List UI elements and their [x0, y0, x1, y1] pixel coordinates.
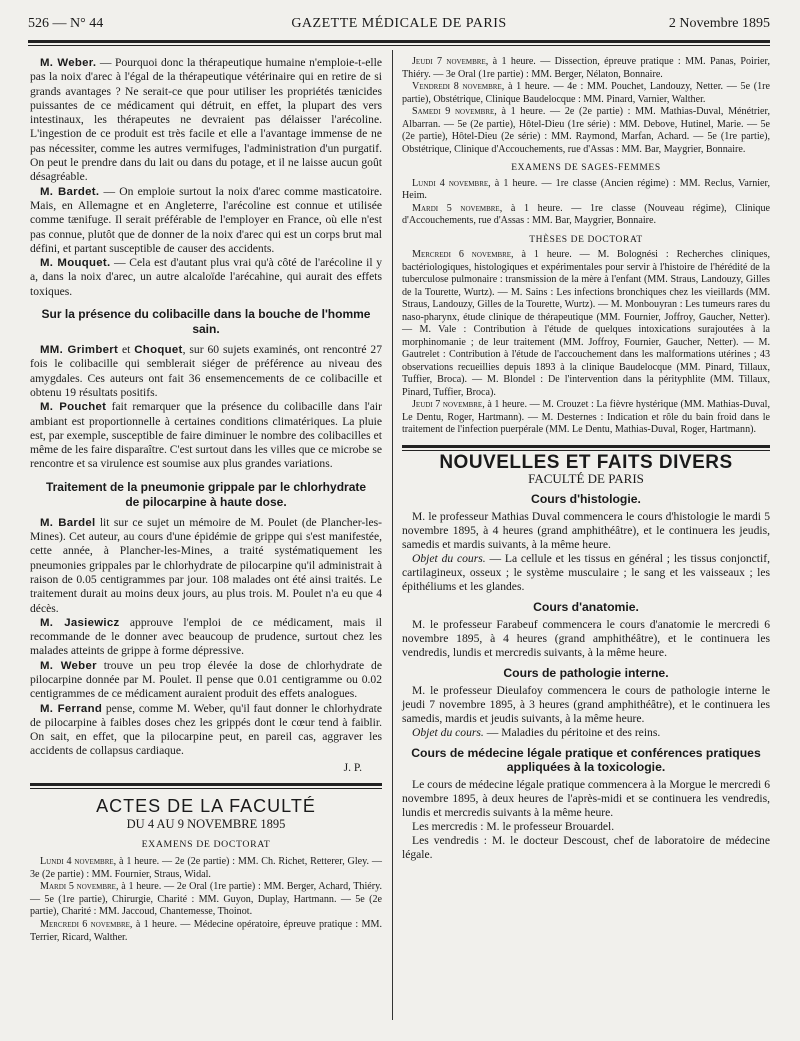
paragraph-bardel: M. Bardel lit sur ce sujet un mémoire de M. Poulet (de Plancher-les-Mines). Cet auteur, au cours d'une épidémie de grippe qui s'est manifestée, cette année, à Plancher-les-Mines, a traité systématiquement les pneumonies grippales par le chlorhydrate de pilocarpine qu'il administrait à raison de 0.05 centigrammes par jour. 108 malades ont été ainsi traités. Le traitement durait au moins deux jours, au plus trois. M. Poulet n'a eu que 4 décès. [30, 515, 382, 615]
course-objet-histologie: Objet du cours. — La cellule et les tissus en général ; les tissus conjonctif, cartilagineux, osseux ; le système musculaire ; le sang et les vaisseaux ; les épithéliums et les glandes. [402, 551, 771, 593]
signature: J. P. [343, 760, 362, 774]
page-number: 526 — N° 44 [28, 16, 104, 31]
speaker-name: M. Bardet. [40, 185, 100, 198]
theses-heading: THÈSES DE DOCTORAT [529, 234, 643, 245]
exam-entry-vendredi: Vendredi 8 novembre, à 1 heure. — 4e : MM. Pouchet, Landouzy, Netter. — 5e (1re partie), Obstétrique, Clinique Baudelocque : MM. Pinard, Varnier, Walther. [402, 81, 770, 105]
course-text-medecine-legale: Le cours de médecine légale pratique commencera à la Morgue le mercredi 6 novembre 1895, à deux heures de l'après-midi et se continuera les vendredis, lundis et mercredis suivants à la même heure. [402, 777, 770, 819]
theses-entry-mercredi: Mercredi 6 novembre, à 1 heure. — M. Bolognési : Recherches cliniques, bactériologiques, histologiques et expérimentales pour servir à l'histoire de l'hérédité de la tuberculose pulmonaire : transmission de la mère à l'enfant (MM. Straus, Landouzy, Gilles de la Tourette, Wurtz). — M. Sains : Les infections bronchiques chez les vieillards (MM. Straus, Landouzy, Gilles de la Tourette, Wurtz). — M. Monbouyran : Les tumeurs rares du naso-pharynx, étude clinique de thérapeutique (MM. Fournier, Joffroy, Gaucher, Netter). — M. Vale : Contribution à l'étude de quelques intoxications surajoutées à la morphinomanie ; de leur traitement (MM. Joffroy, Fournier, Gaucher, Netter). — M. Gautrelet : Contribution à l'étude de l'accouchement dans les malformations utérines ; 43 observations recueillies depuis 1893 à la clinique Baudelocque (MM. Pinard, Tillaux, Tuffier, Broca). — M. Blondel : De l'intervention dans la pérityphlite (MM. Tillaux, Pinard, Tuffier, Broca). [402, 249, 770, 398]
left-column [30, 56, 382, 944]
speaker-name: M. Mouquet. [40, 257, 111, 270]
course-title-medecine-legale: Cours de médecine légale pratique et conférences pratiques appliquées à la toxicologie. [411, 745, 761, 774]
course-text-anatomie: M. le professeur Farabeuf commencera le cours d'anatomie le mercredi 6 novembre 1895, à 4 heures (grand amphithéâtre), et le continuera les vendredis, lundis et mercredis suivants, à la même heure. [402, 617, 770, 659]
exam-entry-lundi: Lundi 4 novembre, à 1 heure. — 2e (2e partie) : MM. Ch. Richet, Retterer, Gley. — 3e (2e partie) : MM. Fournier, Straus, Widal. [30, 855, 382, 880]
faculte-heading: FACULTÉ DE PARIS [528, 471, 644, 486]
paragraph-weber: M. Weber. — Pourquoi donc la thérapeutique humaine n'emploie-t-elle pas la noix d'arec à l'égal de la thérapeutique vétérinaire qui en retire de si grands avantages ? Ne serait-ce que pour utiliser les propriétés tænicides puissantes de ce médicament qui détruit, en effet, la plupart des vers intestinaux, les thérapeutes ne devraient pas délaisser l'arécoline. L'ingestion de ce produit est très facile et elle a l'avantage immense de ne pas nécessiter, comme les autres vermifuges, l'administration d'un purgatif. On peut le prendre dans du lait ou dans du potage, et il ne laisse aucun goût désagréable. [30, 56, 382, 184]
speaker-name: MM. Grimbert [40, 344, 119, 357]
exam-entry-jeudi: Jeudi 7 novembre, à 1 heure. — Dissection, épreuve pratique : MM. Panas, Poirier, Thiéry. — 3e Oral (1re partie) : MM. Berger, Nélaton, Bonnaire. [402, 56, 770, 80]
section-title-colibacille: Sur la présence du colibacille dans la bouche de l'homme sain. [41, 307, 371, 337]
paragraph-weber-2: M. Weber trouve un peu trop élevée la dose de chlorhydrate de pilocarpine donnée par M. Poulet. Il pense que 0.01 centigramme ou 0.02 centigrammes de ce médicament auraient produit des effets analogues. [30, 658, 382, 701]
course-vendredis: Les vendredis : M. le docteur Descoust, chef de laboratoire de médecine légale. [402, 833, 770, 861]
sf-entry-lundi: Lundi 4 novembre, à 1 heure. — 1re classe (Ancien régime) : MM. Reclus, Varnier, Heim. [402, 177, 771, 201]
section-rule [30, 783, 382, 789]
theses-entry-jeudi: Jeudi 7 novembre, à 1 heure. — M. Crouzet : La fièvre hystérique (MM. Mathias-Duval, Le Dentu, Roger, Hartmann). — M. Desternes : Indication et rôle du bain froid dans le traitement de l'infection puerpérale (MM. Le Dentu, Mathias-Duval, Roger, Hartmann). [402, 399, 770, 435]
sages-femmes-heading: EXAMENS DE SAGES-FEMMES [511, 163, 661, 173]
paragraph-jasiewicz: M. Jasiewicz approuve l'emploi de ce médicament, mais il recommande de le donner avec beaucoup de prudence, surtout chez les malades atteints de grippe à forme dépressive. [30, 615, 382, 658]
header-rule [28, 40, 770, 43]
section-title-pneumonie: Traitement de la pneumonie grippale par le chlorhydrate de pilocarpine à haute dose. [45, 479, 367, 509]
exam-entry-mercredi: Mercredi 6 novembre, à 1 heure. — Médecine opératoire, épreuve pratique : MM. Terrier, Ricard, Walther. [30, 918, 382, 943]
course-objet-pathologie: Objet du cours. — Maladies du péritoine et des reins. [412, 725, 661, 739]
paragraph-mouquet: M. Mouquet. — Cela est d'autant plus vrai qu'à côté de l'arécoline il y a, dans la noix d'arec, un autre alcaloïde l'arécahine, qui aurait des effets toxiques. [30, 256, 382, 298]
actes-dates: DU 4 AU 9 NOVEMBRE 1895 [126, 817, 286, 832]
paragraph-bardet: M. Bardet. — On emploie surtout la noix d'arec comme masticatoire. Mais, en Allemagne et en Angleterre, l'arécoline est connue et utilisée comme tænifuge. Il serait préférable de l'employer en France, où elle n'est pas connue, plutôt que de donner de la noix d'arec qui est un corps brut mal défini, et partant susceptible de causer des accidents. [30, 184, 383, 255]
exam-entry-samedi: Samedi 9 novembre, à 1 heure. — 2e (2e partie) : MM. Mathias-Duval, Ménétrier, Albarran. — 5e (2e partie), Hôtel-Dieu (1re série) : MM. Debove, Hutinel, Marie. — 5e (2e partie), Hôtel-Dieu (2e série) : MM. Raymond, Marfan, Achard. — 5e (1re partie), Obstétrique, Clinique d'Accouchements, rue d'Assas : MM. Bar, Maygrier, Bonnaire. [402, 106, 770, 155]
speaker-name: M. Bardel [40, 516, 96, 529]
paragraph-pouchet: M. Pouchet fait remarquer que la présence du colibacille dans l'air ambiant est proportionnelle à certaines conditions climatériques. La pluie est, par exemple, susceptible de faire diminuer le nombre des colibacilles et même de les faire disparaître. C'est surtout dans les villes que ce microbe se rencontre et sa virulence est soumise aux plus grandes variations. [30, 400, 382, 471]
speaker-name: M. Jasiewicz [40, 616, 120, 629]
page-header [28, 14, 770, 36]
column-separator [392, 50, 393, 1020]
course-title-histologie: Cours d'histologie. [531, 491, 641, 506]
exam-entry-mardi: Mardi 5 novembre, à 1 heure. — 2e Oral (1re partie) : MM. Berger, Achard, Thiéry. — 5e (1re partie), Chirurgie, Charité : MM. Guyon, Duplay, Hartmann. — 5e (2e partie), Charité : MM. Jaccoud, Chantemesse, Thoinot. [30, 881, 383, 918]
course-text-histologie: M. le professeur Mathias Duval commencera le cours d'histologie le mardi 5 novembre 1895, à 4 heures (grand amphithéâtre), et le continuera les jeudis, samedis et mardis suivants, à la même heure. [402, 509, 770, 551]
section-rule [402, 445, 770, 451]
paragraph-grimbert: MM. Grimbert et Choquet, sur 60 sujets examinés, ont rencontré 27 fois le colibacille qui semblerait siéger de préférence au niveau des amygdales. Ces auteurs ont fait 36 ensemencements de ce colibacille et obtenu 19 résultats positifs. [30, 343, 382, 399]
journal-title: GAZETTE MÉDICALE DE PARIS [291, 16, 507, 31]
header-rule-thin [28, 45, 770, 46]
right-column [402, 56, 770, 862]
course-title-pathologie: Cours de pathologie interne. [503, 665, 669, 680]
course-text-pathologie: M. le professeur Dieulafoy commencera le cours de pathologie interne le jeudi 7 novembre 1895, à 3 heures (grand amphithéâtre), et le continuera les samedis, mardis et jeudis suivants, à la même heure. [402, 683, 770, 725]
speaker-name: Choquet [134, 344, 183, 357]
course-title-anatomie: Cours d'anatomie. [533, 599, 639, 614]
paragraph-ferrand: M. Ferrand pense, comme M. Weber, qu'il faut donner le chlorhydrate de pilocarpine à faibles doses chez les grippés dont le cœur tend à faiblir. On sait, en effet, que la pilocarpine peut, en pareil cas, aggraver les accidents de collapsus cardiaque. [30, 701, 382, 758]
sf-entry-mardi: Mardi 5 novembre, à 1 heure. — 1re classe (Nouveau régime), Clinique d'Accouchements, rue d'Assas : MM. Bar, Maygrier, Bonnaire. [402, 202, 770, 226]
speaker-name: M. Pouchet [40, 401, 107, 414]
speaker-name: M. Weber [40, 659, 97, 672]
actes-title: ACTES DE LA FACULTÉ [96, 796, 316, 817]
speaker-name: M. Weber. [40, 57, 97, 69]
issue-date: 2 Novembre 1895 [668, 16, 770, 31]
speaker-name: M. Ferrand [40, 702, 103, 715]
nouvelles-title: NOUVELLES ET FAITS DIVERS [439, 451, 733, 473]
exam-heading: EXAMENS DE DOCTORAT [141, 838, 271, 850]
course-mercredis: Les mercredis : M. le professeur Brouardel. [412, 819, 615, 833]
